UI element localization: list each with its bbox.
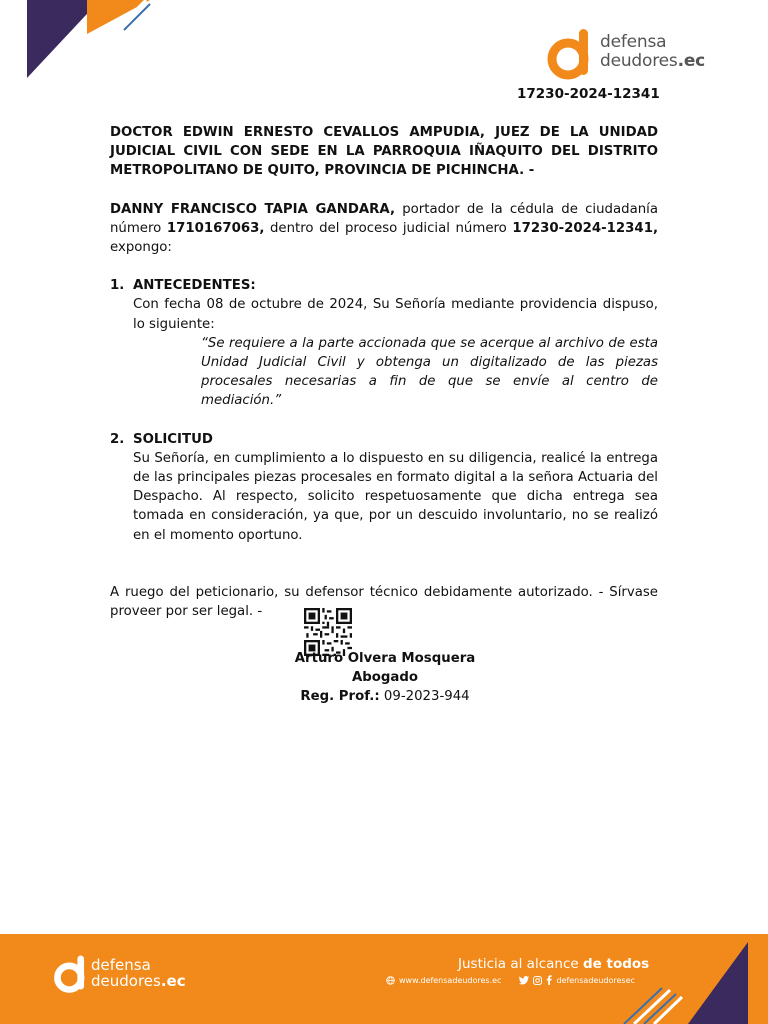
section-number: 2. bbox=[110, 431, 125, 447]
signer-title: Abogado bbox=[351, 670, 419, 686]
intro-paragraph bbox=[110, 200, 658, 258]
social-handle[interactable]: defensadeudoresec bbox=[556, 975, 635, 985]
brand-name-line2: deudores bbox=[600, 51, 678, 71]
case-number-header: 17230-2024-12341 bbox=[517, 86, 660, 102]
brand-name-line1: defensa bbox=[600, 32, 667, 52]
section-heading bbox=[110, 430, 658, 449]
corner-decoration-bottom-right bbox=[610, 934, 768, 1024]
website-link[interactable]: www.defensadeudores.ec bbox=[399, 975, 502, 985]
brand-logo bbox=[546, 27, 726, 81]
footer-logo bbox=[53, 954, 193, 996]
section-body: Con fecha 08 de octubre de 2024, Su Señoría mediante providencia dispuso, lo siguiente: bbox=[133, 297, 658, 332]
footer-brand-line1: defensa bbox=[91, 956, 151, 974]
id-number: 1710167063, bbox=[166, 220, 265, 236]
section-number: 1. bbox=[110, 278, 125, 294]
section-body: Su Señoría, en cumplimiento a lo dispuesto en su diligencia, realicé la entrega de las principales piezas procesales en formato digital a la señora Actuaria del Despacho. Al respecto, solicito respetuosamente que dicha entrega sea tomada en consideración, ya que, por un descuido involuntario, no se realizó en el momento oportuno. bbox=[133, 450, 658, 543]
quoted-ruling: “Se requiere a la parte accionada que se acerque al archivo de esta Unidad Judicial Civil y obtenga un digitalizado de las piezas procesales necesarias a fin de que se envíe al centro de mediación.” bbox=[201, 335, 658, 409]
globe-icon bbox=[386, 976, 395, 985]
closing-paragraph: A ruego del peticionario, su defensor técnico debidamente autorizado. - Sírvase proveer por ser legal. - bbox=[110, 584, 658, 620]
section-antecedentes bbox=[110, 276, 658, 410]
corner-decoration-top-left bbox=[0, 0, 160, 80]
instagram-icon[interactable] bbox=[533, 976, 542, 985]
brand-d-icon bbox=[53, 954, 87, 994]
intro-text-2: dentro del proceso judicial número bbox=[264, 220, 513, 236]
facebook-icon[interactable] bbox=[546, 975, 552, 985]
signature-block bbox=[290, 649, 480, 707]
section-solicitud bbox=[110, 430, 658, 545]
tagline-regular: Justicia al alcance bbox=[458, 956, 583, 972]
registration-value: 09-2023-944 bbox=[379, 689, 470, 705]
brand-name-suffix: .ec bbox=[677, 51, 706, 71]
section-title: SOLICITUD bbox=[133, 431, 213, 447]
brand-wordmark bbox=[600, 33, 705, 71]
registration bbox=[290, 687, 480, 706]
document-body bbox=[110, 123, 658, 621]
intro-text-1: portador de la cédula de ciudadanía número bbox=[110, 201, 658, 236]
brand-d-icon bbox=[546, 27, 592, 81]
section-heading bbox=[110, 276, 658, 295]
registration-label: Reg. Prof.: bbox=[300, 689, 380, 705]
footer-contact bbox=[386, 975, 635, 985]
petitioner-name: DANNY FRANCISCO TAPIA GANDARA, bbox=[110, 201, 395, 217]
footer-wordmark bbox=[91, 957, 186, 989]
addressee: DOCTOR EDWIN ERNESTO CEVALLOS AMPUDIA, JUEZ DE LA UNIDAD JUDICIAL CIVIL CON SEDE EN LA PARROQUIA IÑAQUITO DEL DISTRITO METROPOLITANO DE QUITO, PROVINCIA DE PICHINCHA. - bbox=[110, 125, 658, 179]
twitter-icon[interactable] bbox=[519, 976, 529, 985]
process-number: 17230-2024-12341, bbox=[512, 220, 658, 236]
section-title: ANTECEDENTES: bbox=[133, 278, 256, 294]
footer-brand-line2: deudores bbox=[91, 972, 161, 990]
tagline-bold: de todos bbox=[582, 956, 650, 972]
intro-text-3: expongo: bbox=[110, 240, 172, 256]
signer-name: Arturo Olvera Mosquera bbox=[294, 651, 476, 666]
footer-brand-suffix: .ec bbox=[160, 972, 186, 990]
